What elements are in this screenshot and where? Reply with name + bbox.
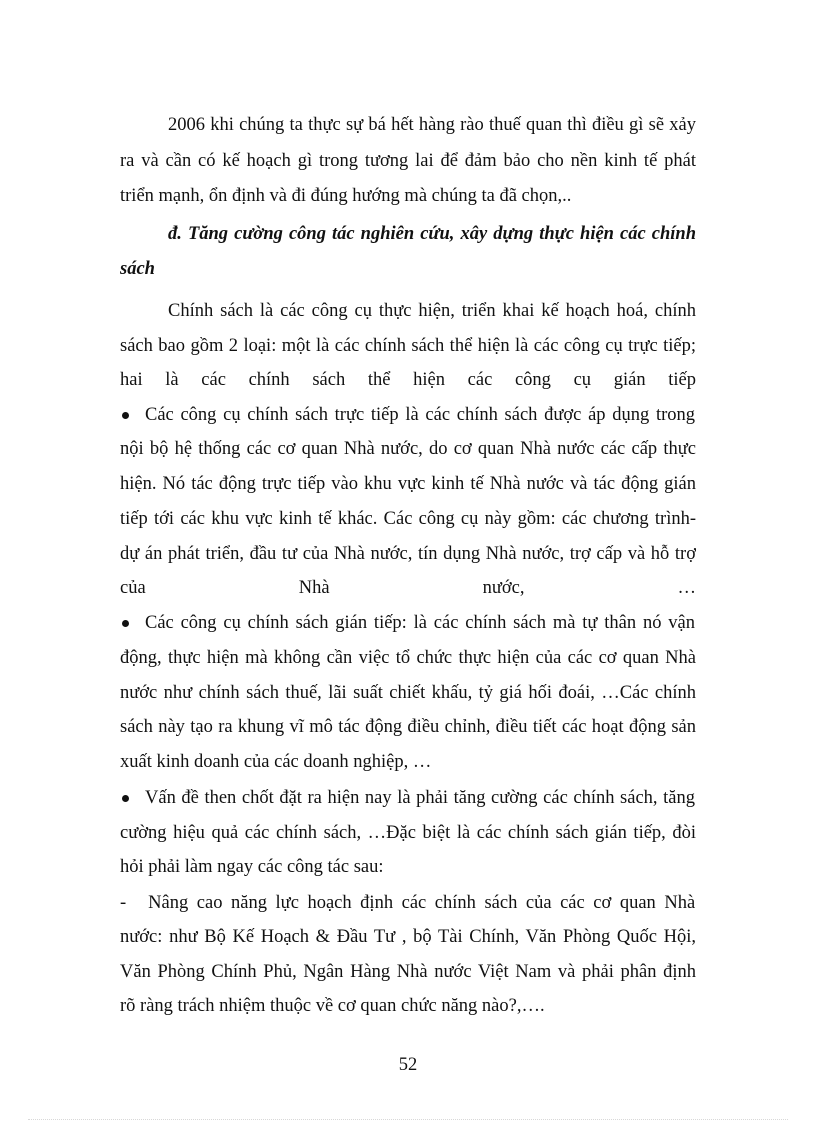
paragraph-line: nước: như Bộ Kế Hoạch & Đầu Tư , bộ Tài Chính, Văn Phòng Quốc Hội,: [120, 927, 696, 947]
paragraph-line: 2006 khi chúng ta thực sự bá hết hàng rào thuế quan thì điều gì sẽ xảy: [168, 115, 696, 135]
paragraph-line: nước như chính sách thuế, lãi suất chiết khấu, tỷ giá hối đoái, …Các chính: [120, 683, 696, 703]
bullet-icon: [122, 620, 129, 627]
dash-item: [120, 890, 696, 916]
dash-marker: -: [120, 893, 127, 913]
bullet-text: Các công cụ chính sách trực tiếp là các chính sách được áp dụng trong: [145, 405, 695, 425]
section-heading: đ. Tăng cường công tác nghiên cứu, xây dựng thực hiện các chính: [168, 224, 696, 244]
paragraph-line: ra và cần có kế hoạch gì trong tương lai để đảm bảo cho nền kinh tế phát: [120, 151, 696, 171]
paragraph-line: sách bao gồm 2 loại: một là các chính sách thể hiện là các công cụ trực tiếp;: [120, 336, 696, 356]
paragraph-line: xuất kinh doanh của các doanh nghiệp, …: [120, 752, 432, 772]
paragraph-line: Chính sách là các công cụ thực hiện, triển khai kế hoạch hoá, chính: [168, 301, 696, 321]
paragraph-line: rõ ràng trách nhiệm thuộc về cơ quan chức năng nào?,….: [120, 996, 545, 1016]
paragraph-line: hiện. Nó tác động trực tiếp vào khu vực kinh tế Nhà nước và tác động gián: [120, 474, 696, 494]
paragraph-line: sách này tạo ra khung vĩ mô tác động điều chỉnh, điều tiết các hoạt động sản: [120, 717, 696, 737]
page-bottom-divider: [28, 1119, 788, 1120]
page-number: 52: [398, 1055, 418, 1075]
bullet-icon: [122, 795, 129, 802]
paragraph-line: của Nhà nước, …: [120, 578, 696, 598]
paragraph-line: hai là các chính sách thể hiện các công cụ gián tiếp: [120, 370, 696, 390]
bullet-text: Vấn đề then chốt đặt ra hiện nay là phải tăng cường các chính sách, tăng: [145, 788, 695, 808]
dash-item-text: Nâng cao năng lực hoạch định các chính sách của các cơ quan Nhà: [148, 893, 696, 913]
bullet-item: [120, 402, 696, 428]
paragraph-line: cường hiệu quả các chính sách, …Đặc biệt là các chính sách gián tiếp, đòi: [120, 823, 696, 843]
bullet-item: [120, 785, 696, 811]
paragraph-line: triển mạnh, ổn định và đi đúng hướng mà chúng ta đã chọn,..: [120, 186, 572, 206]
section-heading: sách: [120, 259, 155, 279]
paragraph-line: dự án phát triển, đầu tư của Nhà nước, tín dụng Nhà nước, trợ cấp và hỗ trợ: [120, 544, 696, 564]
paragraph-line: động, thực hiện mà không cần việc tổ chức thực hiện của các cơ quan Nhà: [120, 648, 696, 668]
paragraph-line: Văn Phòng Chính Phủ, Ngân Hàng Nhà nước Việt Nam và phải phân định: [120, 962, 696, 982]
paragraph-line: tiếp tới các khu vực kinh tế khác. Các công cụ này gồm: các chương trình-: [120, 509, 696, 529]
bullet-icon: [122, 412, 129, 419]
bullet-item: [120, 610, 696, 636]
paragraph-line: nội bộ hệ thống các cơ quan Nhà nước, do cơ quan Nhà nước các cấp thực: [120, 439, 696, 459]
paragraph-line: hỏi phải làm ngay các công tác sau:: [120, 857, 384, 877]
bullet-text: Các công cụ chính sách gián tiếp: là các chính sách mà tự thân nó vận: [145, 613, 695, 633]
